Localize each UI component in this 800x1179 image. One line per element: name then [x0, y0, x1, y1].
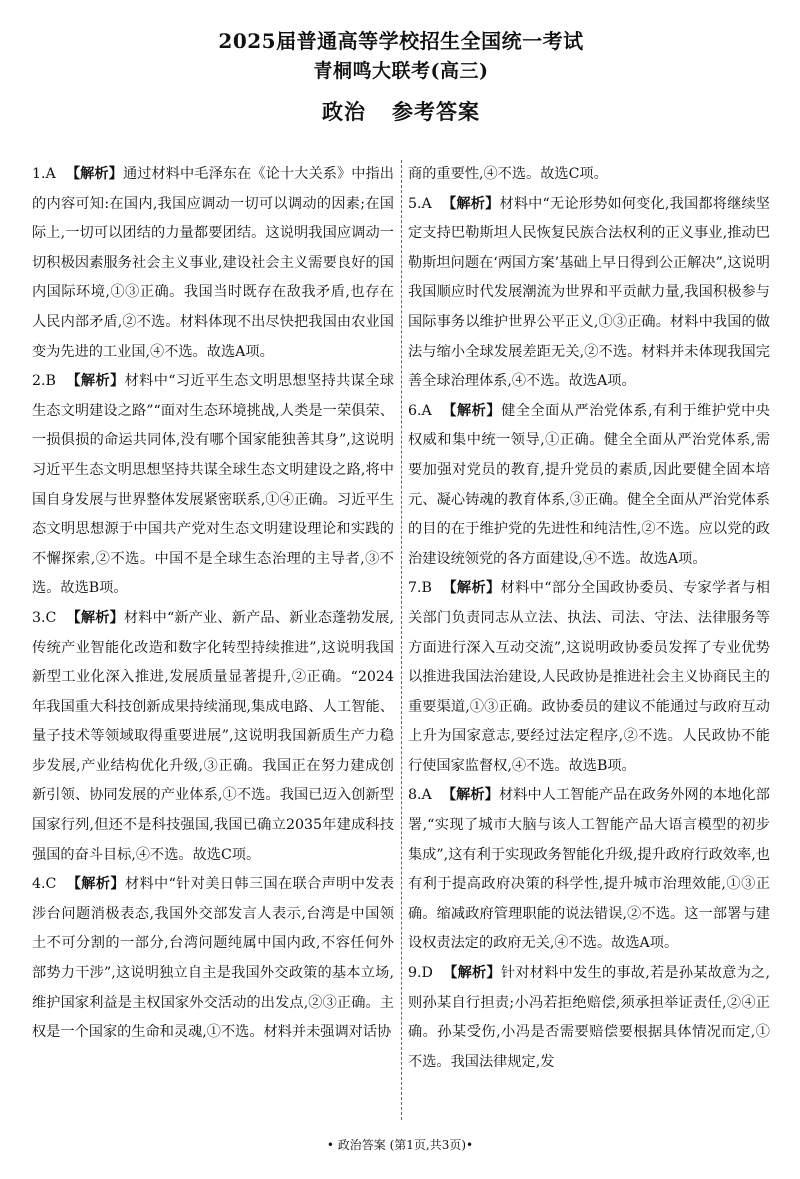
- exam-title: 2025届普通高等学校招生全国统一考试: [218, 29, 584, 53]
- subject-name: 政治: [322, 99, 366, 124]
- answer-item: [408, 781, 770, 959]
- analysis-tag: 【解析】: [441, 580, 501, 597]
- analysis-tag: 【解析】: [442, 965, 501, 982]
- answer-text: 材料中“习近平生态文明思想坚持共谋全球生态文明建设之路”“面对生态环境挑战,人类是一荣俱荣、一损俱损的命运共同体,没有哪个国家能独善其身”,这说明习近平生态文明思想坚持共谋全球生态文明建设之路,将中国自身发展与世界整体发展紧密联系,①④正确。习近平生态文明思想源于中国共产党对生态文明建设理论和实践的不懈探索,②不选。中国不是全球生态治理的主导者,③不选。故选B项。: [32, 373, 394, 597]
- answer-item: [32, 604, 394, 870]
- question-number: 2.B: [32, 373, 56, 390]
- answer-text: 针对材料中发生的事故,若是孙某故意为之,则孙某自行担责;小冯若拒绝赔偿,须承担举证责任,②④正确。孙某受伤,小冯是否需要赔偿要根据具体情况而定,①不选。我国法律规定,发: [408, 965, 770, 1070]
- analysis-tag: 【解析】: [66, 876, 125, 893]
- question-number: 5.A: [408, 195, 432, 212]
- answer-columns: [32, 160, 770, 1120]
- doc-type: 参考答案: [392, 99, 480, 124]
- answer-item: [408, 160, 770, 190]
- question-number: 7.B: [408, 580, 432, 597]
- answer-item: [408, 190, 770, 397]
- question-number: 1.A: [32, 166, 56, 182]
- answer-item: [32, 870, 394, 1048]
- answer-text: 材料中“无论形势如何变化,我国都将继续坚定支持巴勒斯坦人民恢复民族合法权利的正义事业,推动巴勒斯坦问题在‘两国方案’基础上早日得到公正解决”,这说明我国顺应时代发展潮流为世界和平贡献力量,我国积极参与国际事务以维护世界公平正义,①③正确。材料中我国的做法与缩小全球发展差距无关,②不选。材料并未体现我国完善全球治理体系,④不选。故选A项。: [408, 195, 770, 390]
- answer-item: [408, 959, 770, 1077]
- analysis-tag: 【解析】: [441, 402, 502, 419]
- subject-title: [32, 92, 770, 132]
- answer-text: 商的重要性,④不选。故选C项。: [408, 166, 608, 182]
- analysis-tag: 【解析】: [441, 787, 499, 804]
- document-header: [32, 26, 770, 132]
- analysis-tag: 【解析】: [65, 166, 123, 182]
- page-footer: • 政治答案 (第1页,共3页)•: [326, 1138, 474, 1152]
- answer-text: 通过材料中毛泽东在《论十大关系》中指出的内容可知:在国内,我国应调动一切可以调动的因素;在国际上,一切可以团结的力量都要团结。这说明我国应调动一切积极因素服务社会主义事业,建设社会主义需要良好的国内国际环境,①③正确。我国当时既存在敌我矛盾,也存在人民内部矛盾,②不选。材料体现不出尽快把我国由农业国变为先进的工业国,④不选。故选A项。: [32, 166, 394, 360]
- analysis-tag: 【解析】: [65, 373, 125, 390]
- right-column: [408, 160, 770, 1120]
- question-number: 8.A: [408, 787, 432, 804]
- question-number: 6.A: [408, 402, 432, 419]
- left-column: [32, 160, 394, 1120]
- answer-item: [408, 397, 770, 575]
- answer-text: 健全全面从严治党体系,有利于维护党中央权威和集中统一领导,①正确。健全全面从严治党体系,需要加强对党员的教育,提升党员的素质,因此要健全固本培元、凝心铸魂的教育体系,③正确。健全全面从严治党体系的目的在于维护党的先进性和纯洁性,②不选。应以党的政治建设统领党的各方面建设,④不选。故选A项。: [408, 402, 770, 567]
- question-number: 9.D: [408, 965, 433, 982]
- analysis-tag: 【解析】: [441, 195, 500, 212]
- answer-text: 材料中“部分全国政协委员、专家学者与相关部门负责同志从立法、执法、司法、守法、法律服务等方面进行深入互动交流”,这说明政协委员发挥了专业优势以推进我国法治建设,人民政协是推进社会主义协商民主的重要渠道,①③正确。政协委员的建议不能通过与政府互动上升为国家意志,要经过法定程序,②不选。人民政协不能行使国家监督权,④不选。故选B项。: [408, 580, 770, 774]
- answer-text: 材料中“针对美日韩三国在联合声明中发表涉台问题消极表态,我国外交部发言人表示,台湾是中国领土不可分割的一部分,台湾问题纯属中国内政,不容任何外部势力干涉”,这说明独立自主是我国外交政策的基本立场,维护国家利益是主权国家外交活动的出发点,②③正确。主权是一个国家的生命和灵魂,①不选。材料并未强调对话协: [32, 876, 394, 1041]
- answer-item: [32, 367, 394, 604]
- exam-subtitle: 青桐鸣大联考(高三): [313, 60, 489, 82]
- answer-text: 材料中人工智能产品在政务外网的本地化部署,“实现了城市大脑与该人工智能产品大语言模型的初步集成”,这有利于实现政务智能化升级,提升政府行政效率,也有利于提高政府决策的科学性,提升城市治理效能,①③正确。缩减政府管理职能的说法错误,②不选。这一部署与建设权责法定的政府无关,④不选。故选A项。: [408, 787, 770, 952]
- answer-item: [32, 160, 394, 367]
- answer-item: [408, 574, 770, 781]
- question-number: 4.C: [32, 876, 57, 893]
- column-divider: [401, 160, 402, 1120]
- analysis-tag: 【解析】: [66, 609, 124, 626]
- question-number: 3.C: [32, 609, 57, 626]
- answer-text: 材料中“新产业、新产品、新业态蓬勃发展,传统产业智能化改造和数字化转型持续推进”,这说明我国新型工业化深入推进,发展质量显著提升,②正确。“2024年我国重大科技创新成果持续涌现,集成电路、人工智能、量子技术等领域取得重要进展”,这说明我国新质生产力稳步发展,产业结构优化升级,③正确。我国正在努力建成创新引领、协同发展的产业体系,①不选。我国已迈入创新型国家行列,但还不是科技强国,我国已确立2035年建成科技强国的奋斗目标,④不选。故选C项。: [32, 609, 394, 863]
